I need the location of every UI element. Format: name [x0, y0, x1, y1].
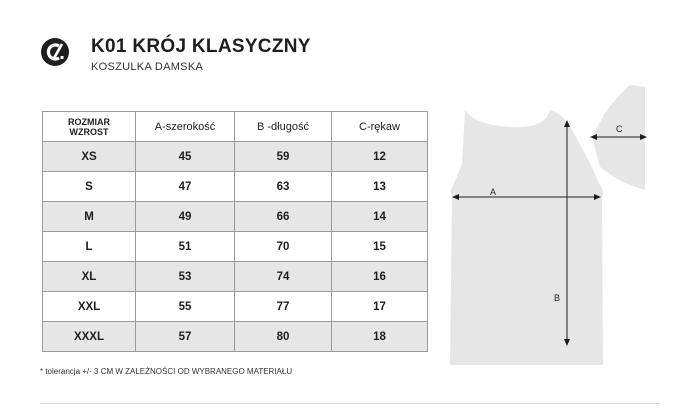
page-subtitle: KOSZULKA DAMSKA — [91, 61, 204, 73]
footnote: * tolerancja +/- 3 CM W ZALEŻNOŚCI OD WYBRANEGO MATERIAŁU — [40, 367, 293, 376]
cell-sleeve: 17 — [332, 292, 428, 322]
table-row — [43, 142, 428, 172]
cell-length: 70 — [235, 232, 332, 262]
label-a: A — [490, 187, 497, 197]
header-size-label: ROZMIAR WZROST — [68, 116, 110, 137]
cell-sleeve: 13 — [332, 172, 428, 202]
table-row — [43, 292, 428, 322]
shirt-measurement-diagram — [440, 75, 650, 375]
cell-width: 47 — [136, 172, 235, 202]
table-row — [43, 202, 428, 232]
table-row — [43, 232, 428, 262]
header-size — [43, 112, 136, 142]
table-row — [43, 322, 428, 352]
cell-size: XS — [43, 142, 136, 172]
cell-width: 45 — [136, 142, 235, 172]
cell-size: XXXL — [43, 322, 136, 352]
cell-size: L — [43, 232, 136, 262]
cell-length: 77 — [235, 292, 332, 322]
cell-width: 55 — [136, 292, 235, 322]
cell-width: 49 — [136, 202, 235, 232]
bottom-divider — [40, 403, 660, 404]
header-sleeve: C-rękaw — [332, 112, 428, 142]
cell-sleeve: 15 — [332, 232, 428, 262]
cell-length: 66 — [235, 202, 332, 232]
label-c: C — [616, 124, 623, 134]
cell-length: 59 — [235, 142, 332, 172]
cell-width: 57 — [136, 322, 235, 352]
cell-length: 74 — [235, 262, 332, 292]
table-header-row — [43, 112, 428, 142]
page-title: K01 KRÓJ KLASYCZNY — [91, 36, 311, 57]
cell-sleeve: 14 — [332, 202, 428, 232]
size-table — [42, 111, 428, 352]
shirt-body-shape — [450, 110, 603, 365]
table-row — [43, 172, 428, 202]
table-row — [43, 262, 428, 292]
header-width: A-szerokość — [136, 112, 235, 142]
cell-length: 80 — [235, 322, 332, 352]
cell-size: XL — [43, 262, 136, 292]
cell-sleeve: 16 — [332, 262, 428, 292]
cell-size: XXL — [43, 292, 136, 322]
cell-width: 51 — [136, 232, 235, 262]
header-length: B -długość — [235, 112, 332, 142]
cell-size: M — [43, 202, 136, 232]
cell-size: S — [43, 172, 136, 202]
cell-sleeve: 18 — [332, 322, 428, 352]
cell-sleeve: 12 — [332, 142, 428, 172]
cell-width: 53 — [136, 262, 235, 292]
cell-length: 63 — [235, 172, 332, 202]
label-b: B — [554, 293, 561, 303]
brand-logo-icon — [40, 37, 70, 67]
